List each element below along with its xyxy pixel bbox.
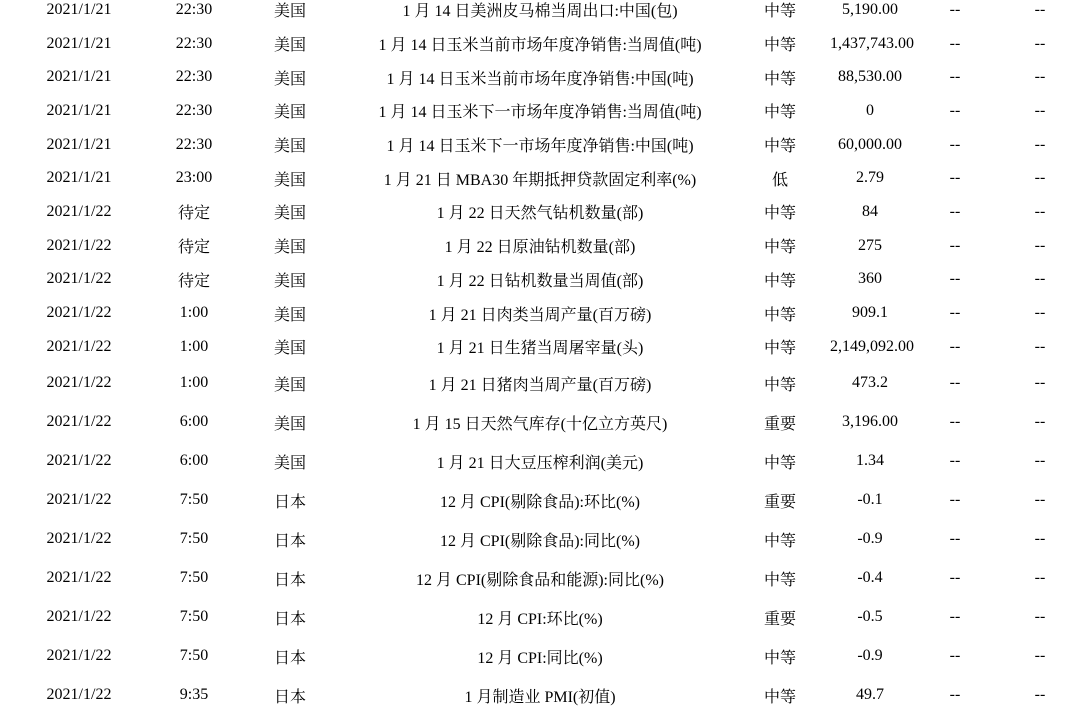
table-row — [0, 364, 1080, 403]
date-cell: 2021/1/22 — [46, 374, 112, 392]
time-cell: 6:00 — [179, 413, 209, 431]
importance-cell: 重要 — [763, 415, 796, 433]
event-cell: 1 月 21 日肉类当周产量(百万磅) — [428, 306, 652, 324]
importance-cell: 中等 — [763, 104, 796, 122]
importance-cell: 中等 — [763, 649, 796, 667]
country-cell: 美国 — [273, 376, 306, 394]
previous-cell: -- — [949, 270, 961, 288]
forecast-cell: -- — [1034, 135, 1046, 153]
value-cell: -0.5 — [857, 608, 883, 626]
time-cell: 7:50 — [179, 647, 209, 665]
previous-cell: -- — [949, 491, 961, 509]
importance-cell: 中等 — [763, 532, 796, 550]
forecast-cell: -- — [1034, 491, 1046, 509]
country-cell: 美国 — [273, 272, 306, 290]
time-cell: 7:50 — [179, 608, 209, 626]
event-cell: 1 月 14 日玉米下一市场年度净销售:中国(吨) — [386, 138, 694, 156]
forecast-cell: -- — [1034, 101, 1046, 119]
previous-cell: -- — [949, 413, 961, 431]
country-cell: 美国 — [273, 138, 306, 156]
country-cell: 美国 — [273, 104, 306, 122]
date-cell: 2021/1/22 — [46, 491, 112, 509]
previous-cell: -- — [949, 608, 961, 626]
time-cell: 7:50 — [179, 491, 209, 509]
time-cell: 7:50 — [179, 569, 209, 587]
date-cell: 2021/1/21 — [46, 101, 112, 119]
previous-cell: -- — [949, 304, 961, 322]
event-cell: 1 月 21 日 MBA30 年期抵押贷款固定利率(%) — [383, 171, 697, 189]
forecast-cell: -- — [1034, 452, 1046, 470]
event-cell: 1 月 21 日大豆压榨利润(美元) — [436, 454, 644, 472]
country-cell: 日本 — [273, 649, 306, 667]
event-cell: 1 月 14 日玉米下一市场年度净销售:当周值(吨) — [378, 104, 702, 122]
country-cell: 美国 — [273, 239, 306, 257]
previous-cell: -- — [949, 374, 961, 392]
importance-cell: 中等 — [763, 3, 796, 21]
date-cell: 2021/1/22 — [46, 202, 112, 220]
importance-cell: 中等 — [763, 340, 796, 358]
importance-cell: 中等 — [763, 70, 796, 88]
table-row — [0, 195, 1080, 229]
table-row — [0, 60, 1080, 94]
country-cell: 美国 — [273, 70, 306, 88]
table-row — [0, 0, 1080, 27]
importance-cell: 中等 — [763, 688, 796, 706]
country-cell: 美国 — [273, 340, 306, 358]
time-cell: 1:00 — [179, 374, 209, 392]
date-cell: 2021/1/22 — [46, 647, 112, 665]
forecast-cell: -- — [1034, 34, 1046, 52]
table-row — [0, 520, 1080, 559]
forecast-cell: -- — [1034, 169, 1046, 187]
forecast-cell: -- — [1034, 304, 1046, 322]
table-row — [0, 403, 1080, 442]
date-cell: 2021/1/22 — [46, 413, 112, 431]
value-cell: -0.9 — [857, 647, 883, 665]
table-row — [0, 263, 1080, 297]
time-cell: 1:00 — [179, 337, 209, 355]
time-cell: 7:50 — [179, 530, 209, 548]
forecast-cell: -- — [1034, 647, 1046, 665]
table-row — [0, 481, 1080, 520]
date-cell: 2021/1/21 — [46, 169, 112, 187]
previous-cell: -- — [949, 101, 961, 119]
value-cell: 5,190.00 — [842, 0, 898, 18]
event-cell: 1 月 14 日玉米当前市场年度净销售:中国(吨) — [386, 70, 694, 88]
event-cell: 1 月 14 日美洲皮马棉当周出口:中国(包) — [402, 3, 678, 21]
table-row — [0, 559, 1080, 598]
country-cell: 日本 — [273, 493, 306, 511]
time-cell: 待定 — [177, 205, 210, 223]
date-cell: 2021/1/22 — [46, 337, 112, 355]
date-cell: 2021/1/22 — [46, 608, 112, 626]
date-cell: 2021/1/22 — [46, 686, 112, 704]
country-cell: 日本 — [273, 571, 306, 589]
value-cell: 0 — [866, 101, 874, 119]
date-cell: 2021/1/22 — [46, 569, 112, 587]
value-cell: 1,437,743.00 — [830, 34, 914, 52]
country-cell: 美国 — [273, 454, 306, 472]
event-cell: 12 月 CPI(剔除食品和能源):同比(%) — [416, 571, 664, 589]
previous-cell: -- — [949, 68, 961, 86]
value-cell: 49.7 — [856, 686, 884, 704]
importance-cell: 中等 — [763, 239, 796, 257]
table-row — [0, 296, 1080, 330]
previous-cell: -- — [949, 569, 961, 587]
forecast-cell: -- — [1034, 270, 1046, 288]
value-cell: 2,149,092.00 — [830, 337, 914, 355]
event-cell: 1 月 15 日天然气库存(十亿立方英尺) — [412, 415, 668, 433]
previous-cell: -- — [949, 452, 961, 470]
country-cell: 美国 — [273, 171, 306, 189]
previous-cell: -- — [949, 337, 961, 355]
time-cell: 1:00 — [179, 304, 209, 322]
time-cell: 6:00 — [179, 452, 209, 470]
date-cell: 2021/1/22 — [46, 304, 112, 322]
country-cell: 美国 — [273, 3, 306, 21]
time-cell: 22:30 — [175, 135, 213, 153]
previous-cell: -- — [949, 202, 961, 220]
previous-cell: -- — [949, 647, 961, 665]
previous-cell: -- — [949, 34, 961, 52]
importance-cell: 中等 — [763, 37, 796, 55]
event-cell: 1 月 21 日生猪当周屠宰量(头) — [436, 340, 644, 358]
country-cell: 美国 — [273, 415, 306, 433]
forecast-cell: -- — [1034, 608, 1046, 626]
forecast-cell: -- — [1034, 530, 1046, 548]
time-cell: 22:30 — [175, 101, 213, 119]
forecast-cell: -- — [1034, 68, 1046, 86]
time-cell: 22:30 — [175, 68, 213, 86]
forecast-cell: -- — [1034, 236, 1046, 254]
event-cell: 12 月 CPI:同比(%) — [477, 649, 603, 667]
importance-cell: 中等 — [763, 205, 796, 223]
value-cell: 60,000.00 — [838, 135, 902, 153]
value-cell: -0.4 — [857, 569, 883, 587]
table-row — [0, 330, 1080, 364]
table-row — [0, 598, 1080, 637]
forecast-cell: -- — [1034, 337, 1046, 355]
date-cell: 2021/1/22 — [46, 236, 112, 254]
country-cell: 日本 — [273, 532, 306, 550]
country-cell: 美国 — [273, 37, 306, 55]
importance-cell: 中等 — [763, 306, 796, 324]
importance-cell: 中等 — [763, 272, 796, 290]
forecast-cell: -- — [1034, 413, 1046, 431]
forecast-cell: -- — [1034, 374, 1046, 392]
value-cell: 84 — [862, 202, 878, 220]
date-cell: 2021/1/21 — [46, 0, 112, 18]
importance-cell: 中等 — [763, 454, 796, 472]
time-cell: 待定 — [177, 272, 210, 290]
date-cell: 2021/1/22 — [46, 270, 112, 288]
previous-cell: -- — [949, 686, 961, 704]
time-cell: 22:30 — [175, 34, 213, 52]
date-cell: 2021/1/22 — [46, 530, 112, 548]
country-cell: 日本 — [273, 688, 306, 706]
value-cell: -0.1 — [857, 491, 883, 509]
value-cell: 909.1 — [852, 304, 888, 322]
table-row — [0, 128, 1080, 162]
forecast-cell: -- — [1034, 569, 1046, 587]
table-row — [0, 676, 1080, 715]
event-cell: 1 月 22 日原油钻机数量(部) — [444, 239, 636, 257]
country-cell: 美国 — [273, 205, 306, 223]
importance-cell: 重要 — [763, 493, 796, 511]
previous-cell: -- — [949, 169, 961, 187]
previous-cell: -- — [949, 530, 961, 548]
previous-cell: -- — [949, 236, 961, 254]
table-row — [0, 161, 1080, 195]
forecast-cell: -- — [1034, 0, 1046, 18]
importance-cell: 重要 — [763, 610, 796, 628]
value-cell: 2.79 — [856, 169, 884, 187]
importance-cell: 中等 — [763, 376, 796, 394]
event-cell: 1 月 14 日玉米当前市场年度净销售:当周值(吨) — [378, 37, 702, 55]
time-cell: 23:00 — [175, 169, 213, 187]
previous-cell: -- — [949, 0, 961, 18]
event-cell: 12 月 CPI:环比(%) — [477, 610, 603, 628]
table-row — [0, 442, 1080, 481]
time-cell: 待定 — [177, 239, 210, 257]
forecast-cell: -- — [1034, 202, 1046, 220]
event-cell: 12 月 CPI(剔除食品):同比(%) — [440, 532, 640, 550]
forecast-cell: -- — [1034, 686, 1046, 704]
time-cell: 9:35 — [179, 686, 209, 704]
table-row — [0, 229, 1080, 263]
value-cell: 88,530.00 — [838, 68, 902, 86]
table-row — [0, 637, 1080, 676]
date-cell: 2021/1/21 — [46, 135, 112, 153]
event-cell: 12 月 CPI(剔除食品):环比(%) — [440, 493, 640, 511]
importance-cell: 低 — [771, 171, 788, 189]
value-cell: -0.9 — [857, 530, 883, 548]
value-cell: 1.34 — [856, 452, 884, 470]
date-cell: 2021/1/21 — [46, 68, 112, 86]
value-cell: 3,196.00 — [842, 413, 898, 431]
event-cell: 1 月 22 日钻机数量当周值(部) — [436, 272, 644, 290]
table-row — [0, 27, 1080, 61]
country-cell: 日本 — [273, 610, 306, 628]
date-cell: 2021/1/21 — [46, 34, 112, 52]
time-cell: 22:30 — [175, 0, 213, 18]
importance-cell: 中等 — [763, 138, 796, 156]
value-cell: 360 — [858, 270, 882, 288]
event-cell: 1 月 21 日猪肉当周产量(百万磅) — [428, 376, 652, 394]
date-cell: 2021/1/22 — [46, 452, 112, 470]
previous-cell: -- — [949, 135, 961, 153]
value-cell: 473.2 — [852, 374, 888, 392]
value-cell: 275 — [858, 236, 882, 254]
event-cell: 1 月 22 日天然气钻机数量(部) — [436, 205, 644, 223]
importance-cell: 中等 — [763, 571, 796, 589]
country-cell: 美国 — [273, 306, 306, 324]
table-row — [0, 94, 1080, 128]
event-cell: 1 月制造业 PMI(初值) — [464, 688, 616, 706]
